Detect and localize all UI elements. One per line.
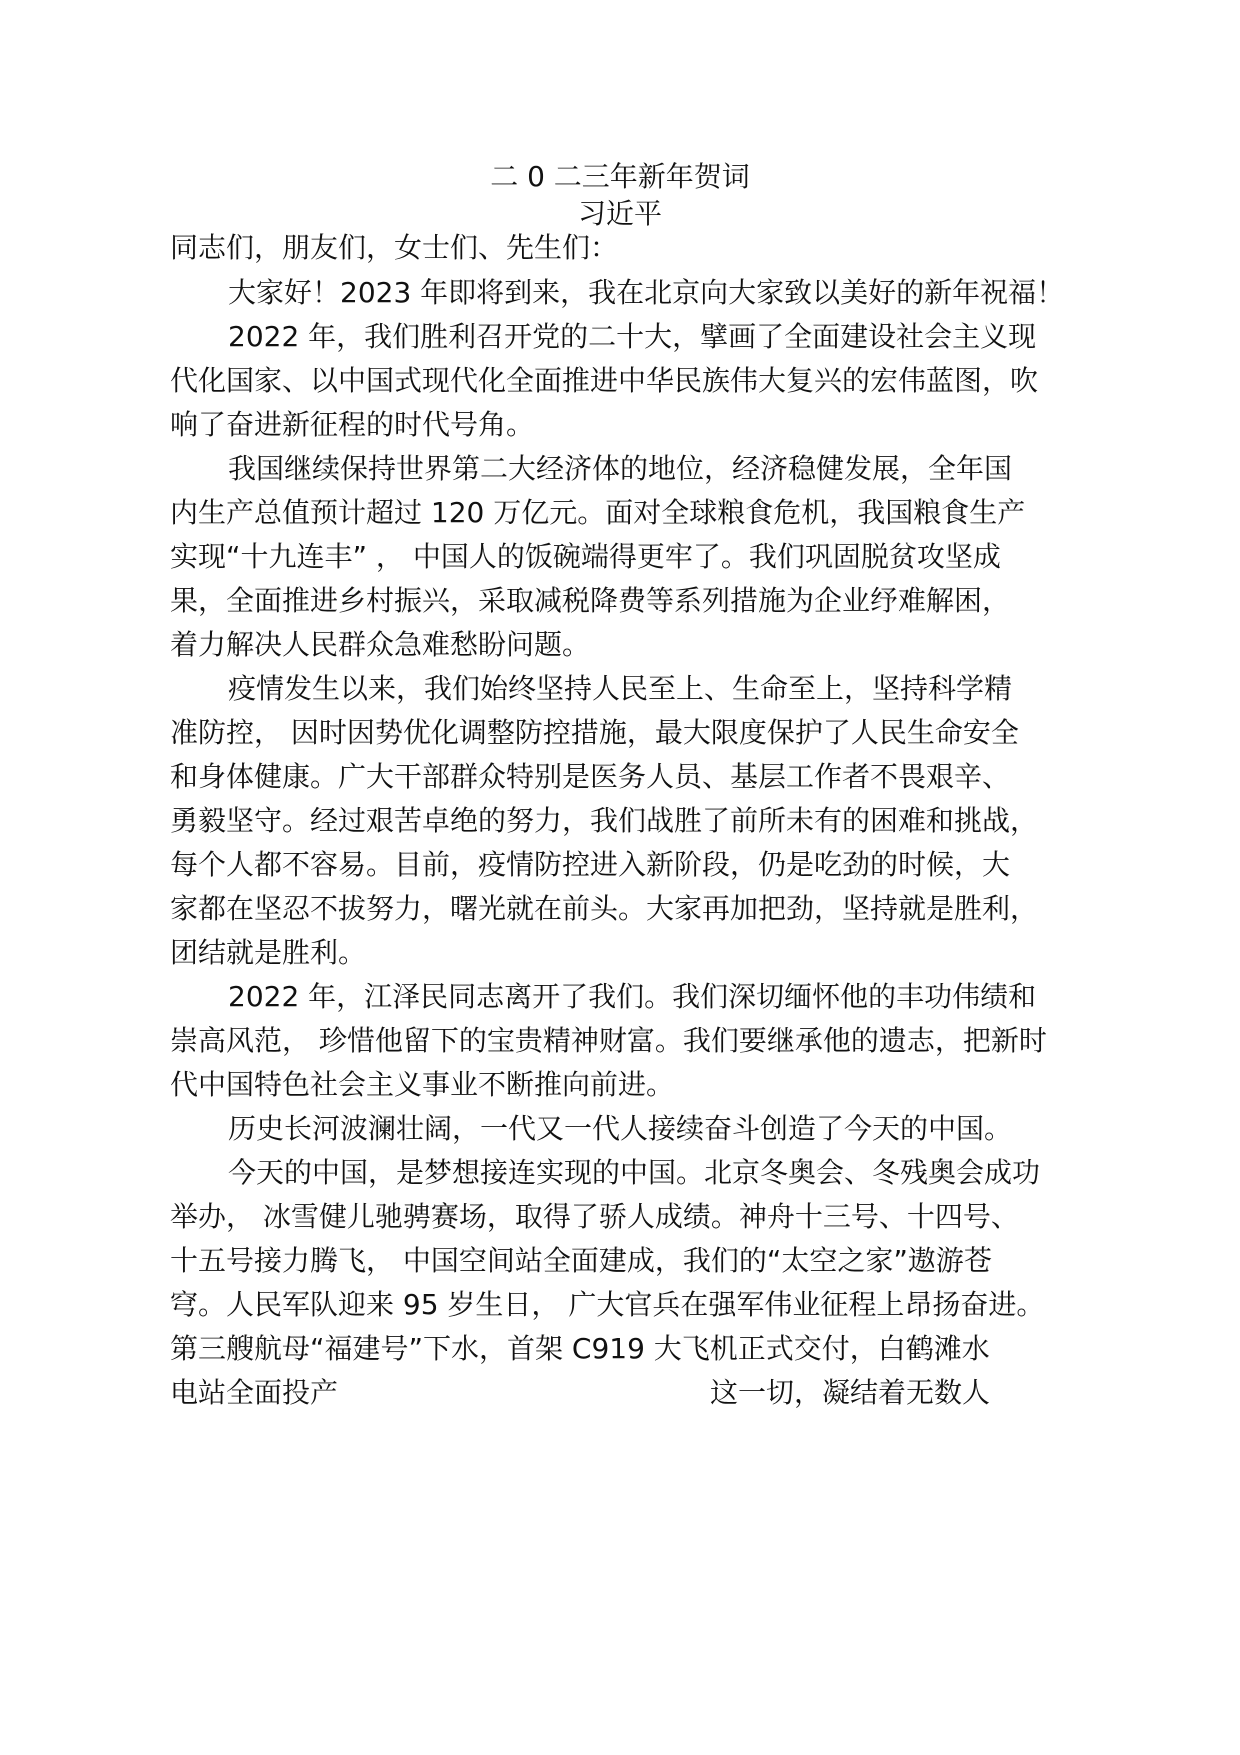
paragraph-line: 我国继续保持世界第二大经济体的地位，经济稳健发展，全年国 [228, 452, 1013, 485]
document-title: 二 0 二三年新年贺词 [490, 160, 750, 193]
paragraph-line: 家都在坚忍不拔努力，曙光就在前头。大家再加把劲，坚持就是胜利， [170, 892, 1039, 925]
last-line-left-text: 电站全面投产 [170, 1376, 339, 1409]
paragraph-line: 代中国特色社会主义事业不断推向前进。 [170, 1068, 675, 1101]
paragraph-line: 2022 年，我们胜利召开党的二十大，擘画了全面建设社会主义现 [228, 320, 1037, 353]
paragraph-line: 2022 年，江泽民同志离开了我们。我们深切缅怀他的丰功伟绩和 [228, 980, 1037, 1013]
paragraph-line: 准防控， 因时因势优化调整防控措施，最大限度保护了人民生命安全 [170, 716, 1019, 749]
last-line-right-text: 这一切，凝结着无数人 [710, 1376, 991, 1409]
paragraph-line: 内生产总值预计超过 120 万亿元。面对全球粮食危机，我国粮食生产 [170, 496, 1026, 529]
paragraph-line: 今天的中国，是梦想接连实现的中国。北京冬奥会、冬残奥会成功 [228, 1156, 1041, 1189]
paragraph-line: 崇高风范， 珍惜他留下的宝贵精神财富。我们要继承他的遗志，把新时 [170, 1024, 1047, 1057]
paragraph-line: 十五号接力腾飞， 中国空间站全面建成，我们的“太空之家”遨游苍 [170, 1244, 992, 1277]
paragraph-line: 团结就是胜利。 [170, 936, 367, 969]
paragraph-line: 每个人都不容易。目前，疫情防控进入新阶段，仍是吃劲的时候，大 [170, 848, 1011, 881]
paragraph-line: 代化国家、以中国式现代化全面推进中华民族伟大复兴的宏伟蓝图，吹 [170, 364, 1039, 397]
paragraph-line: 实现“十九连丰” ， 中国人的饭碗端得更牢了。我们巩固脱贫攻坚成 [170, 540, 1001, 573]
paragraph-line: 响了奋进新征程的时代号角。 [170, 408, 535, 441]
paragraph-line: 勇毅坚守。经过艰苦卓绝的努力，我们战胜了前所未有的困难和挑战， [170, 804, 1039, 837]
paragraph-line: 举办， 冰雪健儿驰骋赛场，取得了骄人成绩。神舟十三号、十四号、 [170, 1200, 1019, 1233]
paragraph-line: 大家好！2023 年即将到来，我在北京向大家致以美好的新年祝福！ [228, 276, 1065, 309]
paragraph-line: 第三艘航母“福建号”下水，首架 C919 大飞机正式交付，白鹤滩水 [170, 1332, 990, 1365]
salutation-line: 同志们，朋友们，女士们、先生们： [170, 231, 619, 264]
paragraph-line-last [170, 1375, 990, 1411]
paragraph-line: 疫情发生以来，我们始终坚持人民至上、生命至上，坚持科学精 [228, 672, 1013, 705]
paragraph-line: 果，全面推进乡村振兴，采取减税降费等系列措施为企业纾难解困， [170, 584, 1011, 617]
document-author: 习近平 [577, 197, 662, 230]
paragraph-line: 历史长河波澜壮阔，一代又一代人接续奋斗创造了今天的中国。 [228, 1112, 1013, 1145]
paragraph-line: 穹。人民军队迎来 95 岁生日， 广大官兵在强军伟业征程上昂扬奋进。 [170, 1288, 1045, 1321]
paragraph-line: 着力解决人民群众急难愁盼问题。 [170, 628, 591, 661]
paragraph-line: 和身体健康。广大干部群众特别是医务人员、基层工作者不畏艰辛、 [170, 760, 1011, 793]
